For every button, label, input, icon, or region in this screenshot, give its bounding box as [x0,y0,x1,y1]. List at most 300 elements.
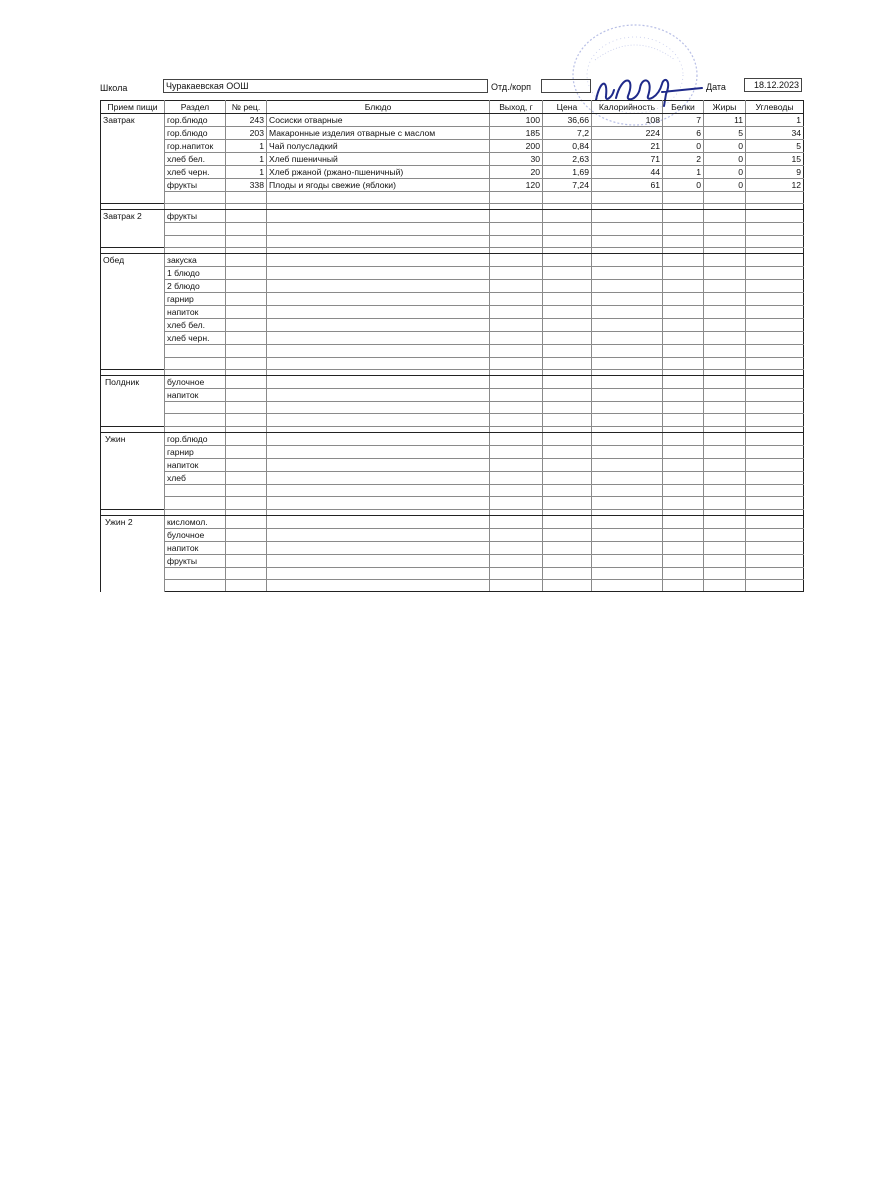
table-row [101,127,804,140]
calories-cell [592,432,663,445]
recipe-no-cell [226,471,267,484]
dish-cell [267,554,490,567]
protein-cell [663,414,704,426]
calories-cell [592,332,663,345]
section-cell: гор.напиток [165,140,226,153]
section-cell: гор.блюдо [165,432,226,445]
protein-cell [663,235,704,247]
price-cell [543,445,592,458]
dish-cell [267,401,490,413]
dish-cell [267,471,490,484]
recipe-no-cell [226,293,267,306]
table-row [101,235,804,247]
section-cell: гарнир [165,445,226,458]
dish-cell [267,458,490,471]
calories-cell [592,235,663,247]
table-row [101,375,804,388]
carbs-cell [746,528,804,541]
calories-cell [592,357,663,369]
calories-cell [592,484,663,496]
table-row [101,114,804,127]
recipe-no-cell [226,319,267,332]
carbs-cell [746,375,804,388]
price-cell [543,388,592,401]
fat-cell [704,254,746,267]
section-cell: напиток [165,541,226,554]
recipe-no-cell [226,235,267,247]
dish-cell [267,567,490,579]
col-fat: Жиры [704,101,746,114]
carbs-cell [746,235,804,247]
dish-cell [267,432,490,445]
table-row [101,484,804,496]
col-meal: Прием пищи [101,101,165,114]
yield-cell [490,528,543,541]
dish-cell: Чай полусладкий [267,140,490,153]
dish-cell [267,414,490,426]
calories-cell [592,280,663,293]
dish-cell: Сосиски отварные [267,114,490,127]
protein-cell: 2 [663,153,704,166]
section-cell [165,357,226,369]
meal-name-cell: Завтрак [101,114,165,204]
dish-cell: Хлеб пшеничный [267,153,490,166]
carbs-cell: 34 [746,127,804,140]
carbs-cell [746,345,804,357]
protein-cell: 1 [663,166,704,179]
fat-cell [704,497,746,509]
table-row [101,332,804,345]
protein-cell [663,567,704,579]
price-cell [543,254,592,267]
col-calories: Калорийность [592,101,663,114]
section-cell: хлеб бел. [165,319,226,332]
price-cell [543,414,592,426]
yield-cell [490,388,543,401]
protein-cell [663,223,704,235]
carbs-cell [746,484,804,496]
price-cell: 7,24 [543,179,592,192]
calories-cell [592,471,663,484]
yield-cell: 30 [490,153,543,166]
recipe-no-cell [226,280,267,293]
calories-cell [592,254,663,267]
price-cell [543,554,592,567]
fat-cell: 0 [704,166,746,179]
table-row [101,254,804,267]
section-cell: гор.блюдо [165,127,226,140]
section-cell: хлеб черн. [165,166,226,179]
table-row [101,458,804,471]
col-recipe-no: № рец. [226,101,267,114]
price-cell [543,293,592,306]
school-label: Школа [100,83,128,93]
dish-cell [267,484,490,496]
protein-cell [663,306,704,319]
recipe-no-cell [226,515,267,528]
protein-cell [663,375,704,388]
section-cell: напиток [165,306,226,319]
calories-cell [592,458,663,471]
price-cell: 36,66 [543,114,592,127]
section-cell: фрукты [165,210,226,223]
table-row [101,166,804,179]
recipe-no-cell [226,484,267,496]
carbs-cell [746,293,804,306]
carbs-cell [746,471,804,484]
table-row [101,267,804,280]
carbs-cell [746,192,804,204]
calories-cell [592,497,663,509]
yield-cell [490,267,543,280]
recipe-no-cell [226,388,267,401]
price-cell [543,192,592,204]
section-cell: напиток [165,458,226,471]
calories-cell: 71 [592,153,663,166]
dish-cell: Хлеб ржаной (ржано-пшеничный) [267,166,490,179]
table-row [101,357,804,369]
table-row [101,280,804,293]
fat-cell [704,471,746,484]
protein-cell [663,254,704,267]
calories-cell [592,414,663,426]
yield-cell [490,319,543,332]
fat-cell [704,445,746,458]
section-cell: кисломол. [165,515,226,528]
carbs-cell [746,401,804,413]
dish-cell [267,254,490,267]
price-cell [543,319,592,332]
yield-cell [490,567,543,579]
dish-cell [267,388,490,401]
price-cell [543,528,592,541]
price-cell [543,345,592,357]
dish-cell [267,515,490,528]
yield-cell [490,414,543,426]
calories-cell [592,401,663,413]
table-row [101,179,804,192]
fat-cell [704,484,746,496]
protein-cell [663,332,704,345]
yield-cell [490,471,543,484]
calories-cell [592,192,663,204]
fat-cell [704,306,746,319]
calories-cell [592,306,663,319]
yield-cell: 20 [490,166,543,179]
section-cell: булочное [165,375,226,388]
protein-cell [663,471,704,484]
protein-cell [663,357,704,369]
dish-cell [267,267,490,280]
section-cell [165,235,226,247]
yield-cell [490,445,543,458]
carbs-cell [746,458,804,471]
recipe-no-cell: 203 [226,127,267,140]
price-cell [543,567,592,579]
section-cell: хлеб черн. [165,332,226,345]
table-row [101,223,804,235]
yield-cell [490,254,543,267]
section-cell: 2 блюдо [165,280,226,293]
protein-cell [663,541,704,554]
section-cell: фрукты [165,554,226,567]
carbs-cell [746,515,804,528]
carbs-cell: 1 [746,114,804,127]
yield-cell [490,357,543,369]
price-cell: 7,2 [543,127,592,140]
carbs-cell [746,414,804,426]
dish-cell [267,445,490,458]
recipe-no-cell [226,554,267,567]
dept-field[interactable] [541,79,591,93]
yield-cell [490,223,543,235]
price-cell: 1,69 [543,166,592,179]
dish-cell [267,293,490,306]
fat-cell [704,554,746,567]
price-cell [543,280,592,293]
recipe-no-cell [226,432,267,445]
dish-cell [267,345,490,357]
dish-cell [267,280,490,293]
dish-cell: Плоды и ягоды свежие (яблоки) [267,179,490,192]
price-cell [543,401,592,413]
fat-cell [704,388,746,401]
date-field[interactable]: 18.12.2023 [744,78,802,92]
fat-cell: 11 [704,114,746,127]
dish-cell [267,579,490,591]
fat-cell: 0 [704,179,746,192]
table-row [101,153,804,166]
carbs-cell [746,319,804,332]
calories-cell [592,223,663,235]
dish-cell [267,332,490,345]
table-row [101,471,804,484]
table-row [101,388,804,401]
recipe-no-cell [226,267,267,280]
calories-cell [592,567,663,579]
table-row [101,579,804,591]
calories-cell [592,293,663,306]
meal-name-cell: Ужин 2 [101,515,165,592]
yield-cell [490,210,543,223]
yield-cell [490,484,543,496]
protein-cell [663,497,704,509]
section-cell [165,401,226,413]
fat-cell [704,528,746,541]
protein-cell [663,432,704,445]
calories-cell [592,445,663,458]
table-row [101,319,804,332]
yield-cell [490,497,543,509]
table-row [101,210,804,223]
price-cell: 0,84 [543,140,592,153]
meal-name-cell: Полдник [101,375,165,426]
fat-cell [704,541,746,554]
carbs-cell [746,280,804,293]
protein-cell [663,210,704,223]
carbs-cell: 15 [746,153,804,166]
price-cell [543,375,592,388]
col-carbs: Углеводы [746,101,804,114]
calories-cell [592,515,663,528]
carbs-cell [746,332,804,345]
yield-cell [490,458,543,471]
carbs-cell: 12 [746,179,804,192]
dish-cell [267,223,490,235]
recipe-no-cell [226,567,267,579]
yield-cell [490,401,543,413]
col-protein: Белки [663,101,704,114]
calories-cell [592,388,663,401]
col-price: Цена [543,101,592,114]
protein-cell [663,401,704,413]
carbs-cell [746,306,804,319]
dish-cell [267,541,490,554]
fat-cell [704,414,746,426]
carbs-cell [746,579,804,591]
yield-cell [490,541,543,554]
dept-label: Отд./корп [491,82,531,92]
yield-cell [490,332,543,345]
section-cell [165,192,226,204]
dish-cell [267,375,490,388]
dish-cell [267,319,490,332]
fat-cell [704,401,746,413]
table-row [101,414,804,426]
price-cell [543,306,592,319]
carbs-cell [746,210,804,223]
meal-name-cell: Завтрак 2 [101,210,165,248]
protein-cell [663,388,704,401]
price-cell [543,432,592,445]
protein-cell [663,554,704,567]
carbs-cell [746,432,804,445]
dish-cell [267,210,490,223]
yield-cell [490,579,543,591]
calories-cell [592,554,663,567]
protein-cell [663,319,704,332]
section-cell [165,497,226,509]
table-row [101,140,804,153]
dish-cell: Макаронные изделия отварные с маслом [267,127,490,140]
section-cell [165,223,226,235]
calories-cell: 44 [592,166,663,179]
price-cell [543,458,592,471]
fat-cell: 0 [704,153,746,166]
section-cell [165,579,226,591]
date-label: Дата [706,82,726,92]
calories-cell [592,210,663,223]
calories-cell: 21 [592,140,663,153]
recipe-no-cell [226,192,267,204]
carbs-cell [746,223,804,235]
section-cell: хлеб [165,471,226,484]
fat-cell [704,192,746,204]
protein-cell [663,345,704,357]
recipe-no-cell [226,414,267,426]
calories-cell: 61 [592,179,663,192]
col-yield: Выход, г [490,101,543,114]
recipe-no-cell [226,579,267,591]
yield-cell [490,192,543,204]
recipe-no-cell: 1 [226,166,267,179]
yield-cell: 100 [490,114,543,127]
fat-cell [704,567,746,579]
price-cell [543,471,592,484]
protein-cell [663,528,704,541]
section-cell [165,484,226,496]
recipe-no-cell [226,306,267,319]
yield-cell [490,235,543,247]
section-cell: хлеб бел. [165,153,226,166]
fat-cell [704,235,746,247]
price-cell [543,484,592,496]
price-cell [543,267,592,280]
price-cell [543,223,592,235]
yield-cell [490,554,543,567]
recipe-no-cell [226,223,267,235]
fat-cell [704,579,746,591]
calories-cell: 224 [592,127,663,140]
protein-cell [663,515,704,528]
table-row [101,541,804,554]
section-cell [165,567,226,579]
meal-name-cell: Обед [101,254,165,370]
price-cell: 2,63 [543,153,592,166]
table-row [101,515,804,528]
price-cell [543,541,592,554]
carbs-cell [746,541,804,554]
section-cell: булочное [165,528,226,541]
fat-cell [704,280,746,293]
protein-cell [663,579,704,591]
calories-cell [592,579,663,591]
recipe-no-cell [226,528,267,541]
protein-cell [663,192,704,204]
price-cell [543,235,592,247]
table-row [101,445,804,458]
fat-cell [704,375,746,388]
carbs-cell [746,357,804,369]
protein-cell: 7 [663,114,704,127]
carbs-cell [746,254,804,267]
calories-cell [592,375,663,388]
school-field[interactable]: Чуракаевская ООШ [163,79,488,93]
protein-cell [663,280,704,293]
yield-cell [490,375,543,388]
recipe-no-cell [226,458,267,471]
price-cell [543,579,592,591]
price-cell [543,515,592,528]
table-row [101,192,804,204]
section-cell: фрукты [165,179,226,192]
section-cell: напиток [165,388,226,401]
carbs-cell [746,388,804,401]
table-row [101,497,804,509]
yield-cell [490,345,543,357]
recipe-no-cell [226,210,267,223]
fat-cell [704,223,746,235]
section-cell: 1 блюдо [165,267,226,280]
dish-cell [267,497,490,509]
section-cell [165,345,226,357]
calories-cell [592,267,663,280]
protein-cell: 0 [663,179,704,192]
fat-cell: 0 [704,140,746,153]
section-cell: закуска [165,254,226,267]
carbs-cell [746,445,804,458]
fat-cell [704,458,746,471]
